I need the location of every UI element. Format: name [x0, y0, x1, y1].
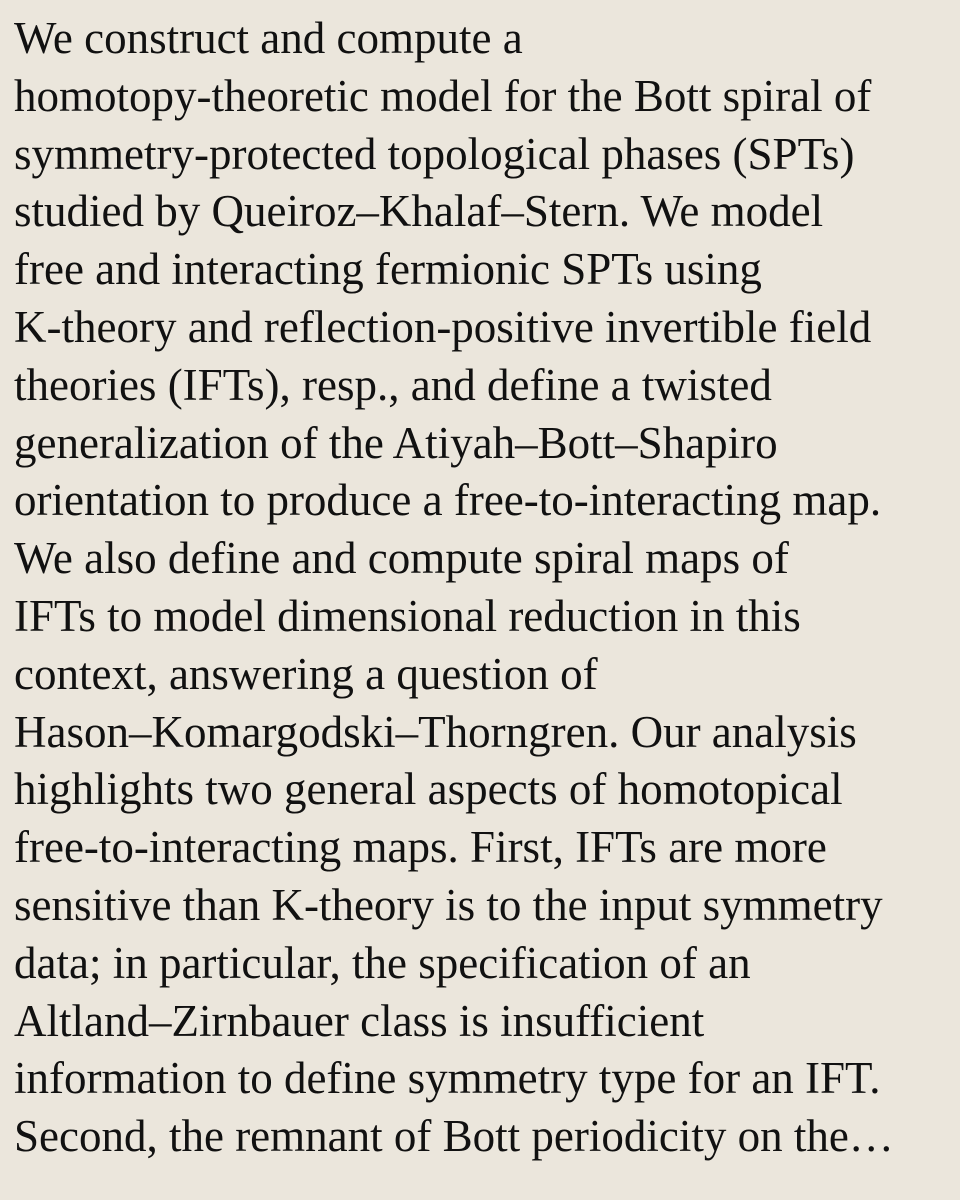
abstract-line: Altland–Zirnbauer class is insufficient — [14, 995, 705, 1046]
abstract-line: free-to-interacting maps. First, IFTs are more — [14, 822, 827, 873]
abstract-line: symmetry-protected topological phases (SPTs) — [14, 128, 855, 179]
abstract-line: sensitive than K-theory is to the input symmetry — [14, 879, 883, 930]
abstract-line: studied by Queiroz–Khalaf–Stern. We model — [14, 186, 824, 237]
abstract-line: homotopy-theoretic model for the Bott spiral of — [14, 70, 872, 121]
abstract-line: IFTs to model dimensional reduction in this — [14, 590, 801, 641]
abstract-text — [14, 10, 960, 1166]
abstract-line: free and interacting fermionic SPTs using — [14, 244, 762, 295]
abstract-line: K-theory and reflection-positive invertible field — [14, 301, 872, 352]
abstract-line: data; in particular, the specification of an — [14, 937, 751, 988]
abstract-line: Second, the remnant of Bott periodicity on the… — [14, 1111, 894, 1162]
abstract-line: context, answering a question of — [14, 648, 598, 699]
abstract-line: information to define symmetry type for an IFT. — [14, 1053, 881, 1104]
abstract-line: We also define and compute spiral maps of — [14, 533, 789, 584]
abstract-line: We construct and compute a — [14, 13, 523, 63]
abstract-line: theories (IFTs), resp., and define a twisted — [14, 359, 772, 410]
abstract-line: Hason–Komargodski–Thorngren. Our analysis — [14, 706, 857, 757]
abstract-line: orientation to produce a free-to-interacting map. — [14, 475, 882, 526]
abstract-line: highlights two general aspects of homotopical — [14, 764, 843, 815]
abstract-line: generalization of the Atiyah–Bott–Shapiro — [14, 417, 778, 468]
